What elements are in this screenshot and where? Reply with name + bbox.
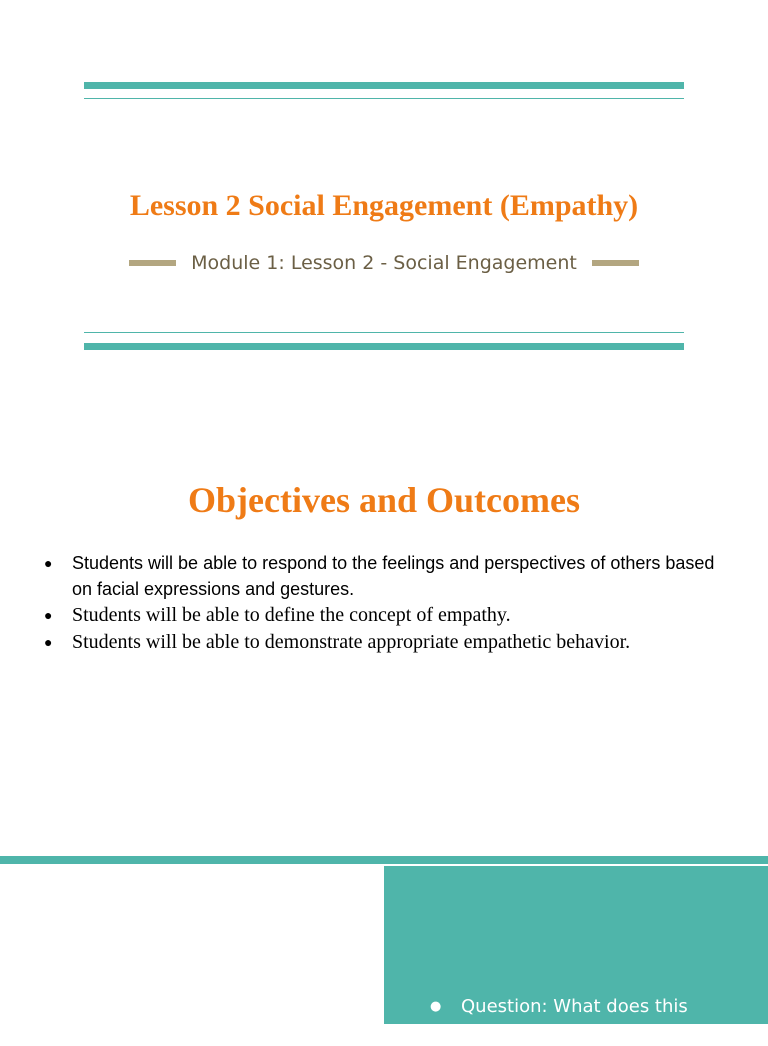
objective-text: Students will be able to demonstrate appropriate empathetic behavior.	[72, 631, 631, 653]
teal-panel	[384, 866, 768, 1043]
bullet-icon: ●	[44, 555, 53, 571]
bottom-thick-rule	[84, 343, 684, 350]
quote-slide	[0, 856, 768, 1043]
objective-text: Students will be able to define the concept of empathy.	[72, 604, 511, 626]
subtitle-right-dash	[592, 260, 639, 266]
bullet-icon: ●	[430, 999, 442, 1014]
top-thin-rule	[84, 98, 684, 99]
bullet-icon: ●	[44, 607, 53, 623]
subtitle-row	[0, 250, 768, 276]
bullet-icon: ●	[44, 634, 53, 650]
question-text: Question: What does this saying mean? "Don't criticize	[461, 996, 725, 1043]
objectives-list	[44, 550, 724, 656]
objectives-slide	[0, 432, 768, 856]
bottom-thin-rule	[84, 332, 684, 333]
objective-item	[44, 629, 724, 656]
title-slide	[0, 0, 768, 432]
module-subtitle: Module 1: Lesson 2 - Social Engagement	[191, 252, 577, 274]
top-teal-band	[0, 856, 768, 864]
objectives-heading: Objectives and Outcomes	[188, 480, 580, 520]
objective-item	[44, 602, 724, 629]
question-item	[430, 994, 730, 1046]
top-thick-rule	[84, 82, 684, 89]
objective-text: Students will be able to respond to the feelings and perspectives of others based on facial expressions and gestures.	[72, 553, 715, 599]
lesson-title: Lesson 2 Social Engagement (Empathy)	[129, 189, 639, 222]
question-list	[430, 994, 730, 1046]
subtitle-left-dash	[129, 260, 176, 266]
objective-item	[44, 550, 724, 602]
